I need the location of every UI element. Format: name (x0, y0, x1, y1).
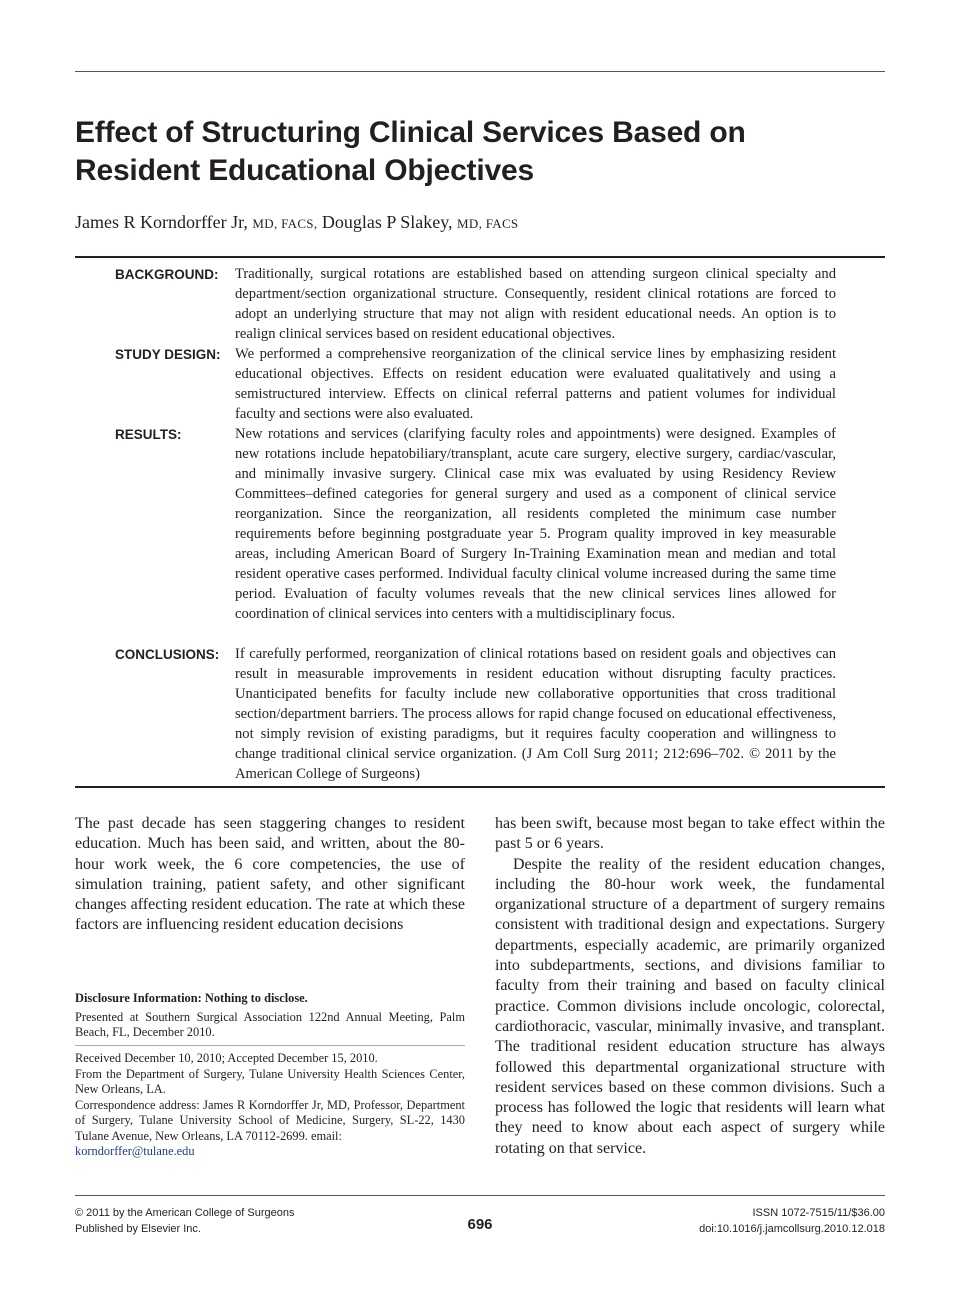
correspondence-text: Correspondence address: James R Korndorffer Jr, MD, Professor, Department of Surgery, Tulane University School of Medicine, Surgery, SL-22, 1430 Tulane Avenue, New Orleans, LA 70112-2699. email: (75, 1097, 465, 1143)
correspondence-note (75, 1098, 465, 1160)
conclusions-label: CONCLUSIONS: (115, 647, 220, 662)
title-line-1: Effect of Structuring Clinical Services Based on (75, 116, 746, 149)
study-design-text: We performed a comprehensive reorganization of the clinical service lines by emphasizing resident educational objectives. Effects on resident education were evaluated qualitatively and using a semistructured interview. Effects on clinical referral patterns and patient volumes for individual faculty and sections were also evaluated. (235, 346, 836, 422)
background-label: BACKGROUND: (115, 267, 219, 282)
body-paragraph-2: Despite the reality of the resident education changes, including the 80-hour work week, the fundamental organizational structure of a department of surgery remains consistent with traditional design and expectations. Surgery departments, especially academic, are primarily organized into subdepartments, sections, and divisions familiar to faculty from their training and based on faculty clinical practice. Common divisions include oncologic, colorectal, cardiothoracic, vascular, minimally invasive, and transplant. The traditional resident education structure has always followed this departmental organizational structure with resident services based on these common divisions. Such a process has followed the logic that residents will learn what they need to know about each aspect of surgery while rotating on that service. (495, 855, 885, 1157)
disclosure-note: Disclosure Information: Nothing to disclose. (75, 991, 308, 1005)
title-line-2: Resident Educational Objectives (75, 154, 534, 187)
doi-text: doi:10.1016/j.jamcollsurg.2010.12.018 (699, 1223, 885, 1235)
department-note: From the Department of Surgery, Tulane University Health Sciences Center, New Orleans, LA. (75, 1066, 465, 1096)
publisher-text: Published by Elsevier Inc. (75, 1223, 201, 1235)
issn-text: ISSN 1072-7515/11/$36.00 (752, 1207, 885, 1219)
abstract-box (75, 256, 885, 788)
footnotes-disclosure (75, 991, 465, 1041)
author-1-name: James R Korndorffer Jr, (75, 212, 248, 232)
footer-rule (75, 1195, 885, 1196)
author-list (75, 210, 885, 236)
page-number: 696 (467, 1216, 493, 1233)
results-label: RESULTS: (115, 427, 182, 442)
conclusions-text: If carefully performed, reorganization of clinical rotations based on resident goals and objectives can result in measurable improvements in resident education without disrupting faculty practices. Unanticipated benefits for faculty include new collaborative opportunities that cross traditional section/department barriers. The process allows for rapid change focused on educational effectiveness, not simply revision of existing paradigms, but it requires faculty cooperation and willingness to change traditional clinical service organization. (J Am Coll Surg 2011; 212:696–702. © 2011 by the American College of Surgeons) (235, 646, 836, 782)
footnotes-affiliation (75, 1051, 465, 1160)
author-2-name: Douglas P Slakey, (321, 212, 453, 232)
body-column-right (495, 814, 885, 1159)
footer-left (75, 1205, 294, 1237)
author-1-degrees: MD, FACS, (252, 216, 318, 231)
presented-note: Presented at Southern Surgical Association 122nd Annual Meeting, Palm Beach, FL, December 2010. (75, 1009, 465, 1039)
header-rule (75, 71, 885, 72)
received-note: Received December 10, 2010; Accepted December 15, 2010. (75, 1051, 378, 1065)
footer-right (699, 1205, 885, 1237)
background-text: Traditionally, surgical rotations are established based on attending surgeon clinical specialty and department/section organizational structure. Consequently, resident clinical rotations are forced to adopt an underlying structure that may not align with resident educational needs. An option is to realign clinical services based on resident educational objectives. (235, 266, 836, 342)
results-text: New rotations and services (clarifying faculty roles and appointments) were designed. Examples of new rotations include hepatobiliary/transplant, acute care surgery, elective surgery, cardiac/vascular, and minimally invasive surgery. Clinical case mix was evaluated by using Residency Review Committees–defined categories for general surgery and used as a component of clinical service reorganization. Since the reorganization, all residents completed the minimum case number requirements before beginning postgraduate year 5. Program quality improved in key measurable areas, including American Board of Surgery In-Training Examination mean and median and total resident operative cases performed. Individual faculty clinical volume increased during the same time period. Evaluation of faculty volumes reveals that the new clinical services lines allowed for coordination of clinical services into centers with a multidisciplinary focus. (235, 426, 836, 622)
body-paragraph-continued: has been swift, because most began to take effect within the past 5 or 6 years. (495, 815, 885, 853)
body-paragraph-1: The past decade has seen staggering changes to resident education. Much has been said, and written, about the 80-hour work week, the 6 core competencies, the use of simulation training, patient safety, and other significant changes affecting resident education. The rate at which these factors are influencing resident education decisions (75, 815, 465, 934)
body-column-left (75, 814, 465, 936)
footnote-divider (75, 1045, 465, 1046)
author-2-degrees: MD, FACS (457, 216, 519, 231)
copyright-text: © 2011 by the American College of Surgeons (75, 1207, 295, 1219)
email-link[interactable]: korndorffer@tulane.edu (75, 1144, 195, 1158)
study-design-label: STUDY DESIGN: (115, 347, 221, 362)
article-title (75, 114, 885, 190)
